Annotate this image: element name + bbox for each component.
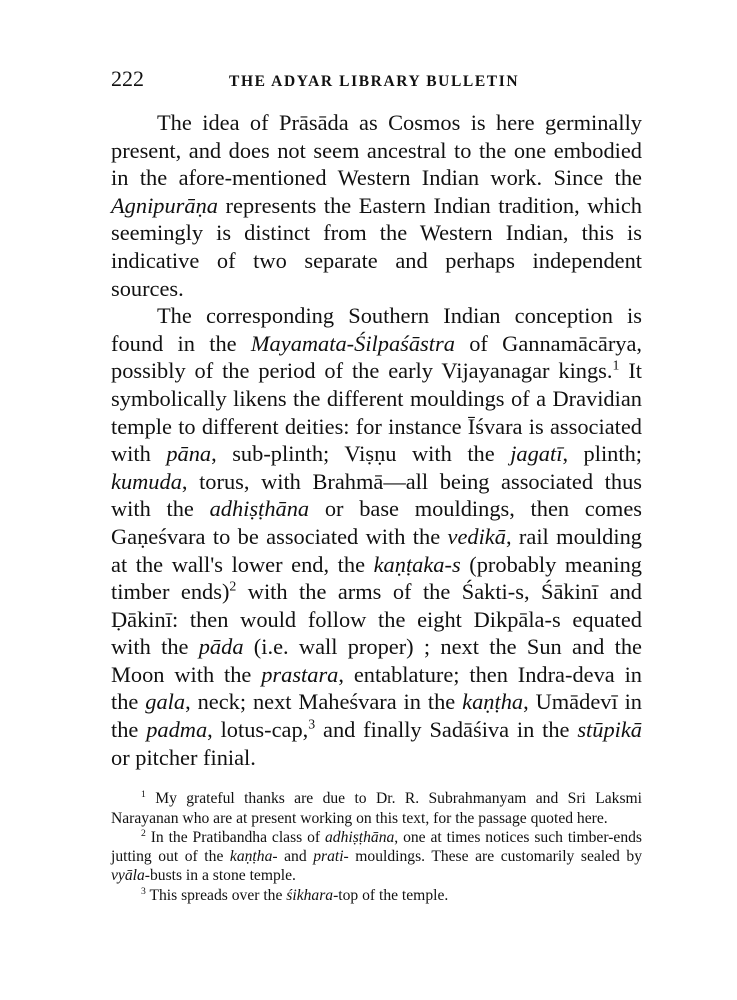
italic-term: padma xyxy=(146,717,208,743)
text-run: , one at times notices such timber-ends jutting out of the xyxy=(111,828,642,866)
text-run: It symbolically likens the different mouldings of a Dravidian temple to different deities: for instance Īśvara is associated with xyxy=(111,358,643,467)
running-head xyxy=(111,66,642,100)
italic-term: pāda xyxy=(198,634,244,660)
paragraph xyxy=(111,109,642,302)
footnote-marker: 1 xyxy=(612,358,620,374)
text-run: The corresponding Southern Indian conception is found in the xyxy=(111,303,642,356)
italic-term: gala xyxy=(145,689,186,715)
page-number: 222 xyxy=(111,66,144,91)
text-run: , Umādevī in the xyxy=(111,689,642,743)
footnote xyxy=(111,886,642,905)
text-run: mouldings. These are customarily sealed by xyxy=(348,848,642,866)
text-run: In the Pratibandha class of xyxy=(145,828,325,846)
text-run: represents the Eastern Indian tradition, which seemingly is distinct from the Western Indian, this is indicative of two separate and perhaps independent sources. xyxy=(111,192,642,301)
italic-term: prastara xyxy=(261,661,339,687)
text-run: The idea of Prāsāda as Cosmos is here germinally present, and does not seem ancestral to the one embodied in the afore-mentioned Western Indian work. Since the xyxy=(111,110,642,191)
text-run: and xyxy=(277,848,314,866)
italic-term: kumuda xyxy=(111,468,182,494)
italic-term: śikhara xyxy=(286,886,334,904)
text-run: (i.e. wall proper) ; next the Sun and the Moon with the xyxy=(111,634,642,687)
text-run: , torus, with Brahmā—all being associated thus with the xyxy=(111,468,642,522)
text-run: -busts in a stone temple. xyxy=(144,867,296,885)
italic-term: kaṇṭha xyxy=(462,689,524,715)
text-run: or base mouldings, then comes Gaṇeśvara to be associated with the xyxy=(111,496,643,549)
italic-term: jagatī xyxy=(510,441,563,467)
italic-term: adhiṣṭhāna xyxy=(209,496,310,522)
text-run: , lotus-cap, xyxy=(207,717,309,743)
footnote-marker: 3 xyxy=(141,885,146,897)
italic-term: vedikā xyxy=(447,523,506,549)
italic-term: vyāla xyxy=(111,867,145,885)
italic-term: kaṇṭha- xyxy=(229,848,278,866)
footnote xyxy=(111,828,642,886)
text-run: , plinth; xyxy=(562,441,643,467)
text-run: and finally Sadāśiva in the xyxy=(315,717,578,743)
paragraph xyxy=(111,302,642,771)
text-run: -top of the temple. xyxy=(333,886,449,904)
text-run: , entablature; then Indra-deva in the xyxy=(111,661,642,715)
running-title: THE ADYAR LIBRARY BULLETIN xyxy=(229,73,520,90)
italic-term: stūpikā xyxy=(577,717,642,743)
footnote-marker: 2 xyxy=(141,827,146,839)
body-text xyxy=(111,109,642,771)
footnote-marker: 1 xyxy=(141,789,146,801)
italic-term: Mayamata-Śilpaśāstra xyxy=(250,330,455,356)
footnote-marker: 2 xyxy=(229,579,237,595)
text-run: , sub-plinth; Viṣṇu with the xyxy=(211,441,511,467)
footnote xyxy=(111,789,642,828)
italic-term: prati- xyxy=(313,848,349,866)
italic-term: pāna xyxy=(166,441,212,467)
text-run: or pitcher finial. xyxy=(111,744,256,770)
text-run: with the arms of the Śakti-s, Śākinī and Ḍākinī: then would follow the eight Dikpāla-s equated with the xyxy=(111,579,642,660)
footnote-marker: 3 xyxy=(308,717,316,733)
text-run: , rail moulding at the wall's lower end, the xyxy=(111,523,642,577)
italic-term: Agnipurāṇa xyxy=(111,192,218,218)
text-run: , neck; next Maheśvara in the xyxy=(185,689,463,715)
text-run: of Gannamācārya, possibly of the period of the early Vijayanagar kings. xyxy=(111,330,643,384)
text-run: (probably meaning timber ends) xyxy=(111,551,642,605)
text-run: This spreads over the xyxy=(145,886,287,904)
italic-term: adhiṣṭhāna xyxy=(324,828,395,846)
italic-term: kaṇṭaka-s xyxy=(373,551,461,577)
footnotes xyxy=(111,789,642,905)
text-run: My grateful thanks are due to Dr. R. Subrahmanyam and Sri Laksmi Narayanan who are at present working on this text, for the passage quoted here. xyxy=(111,790,642,827)
